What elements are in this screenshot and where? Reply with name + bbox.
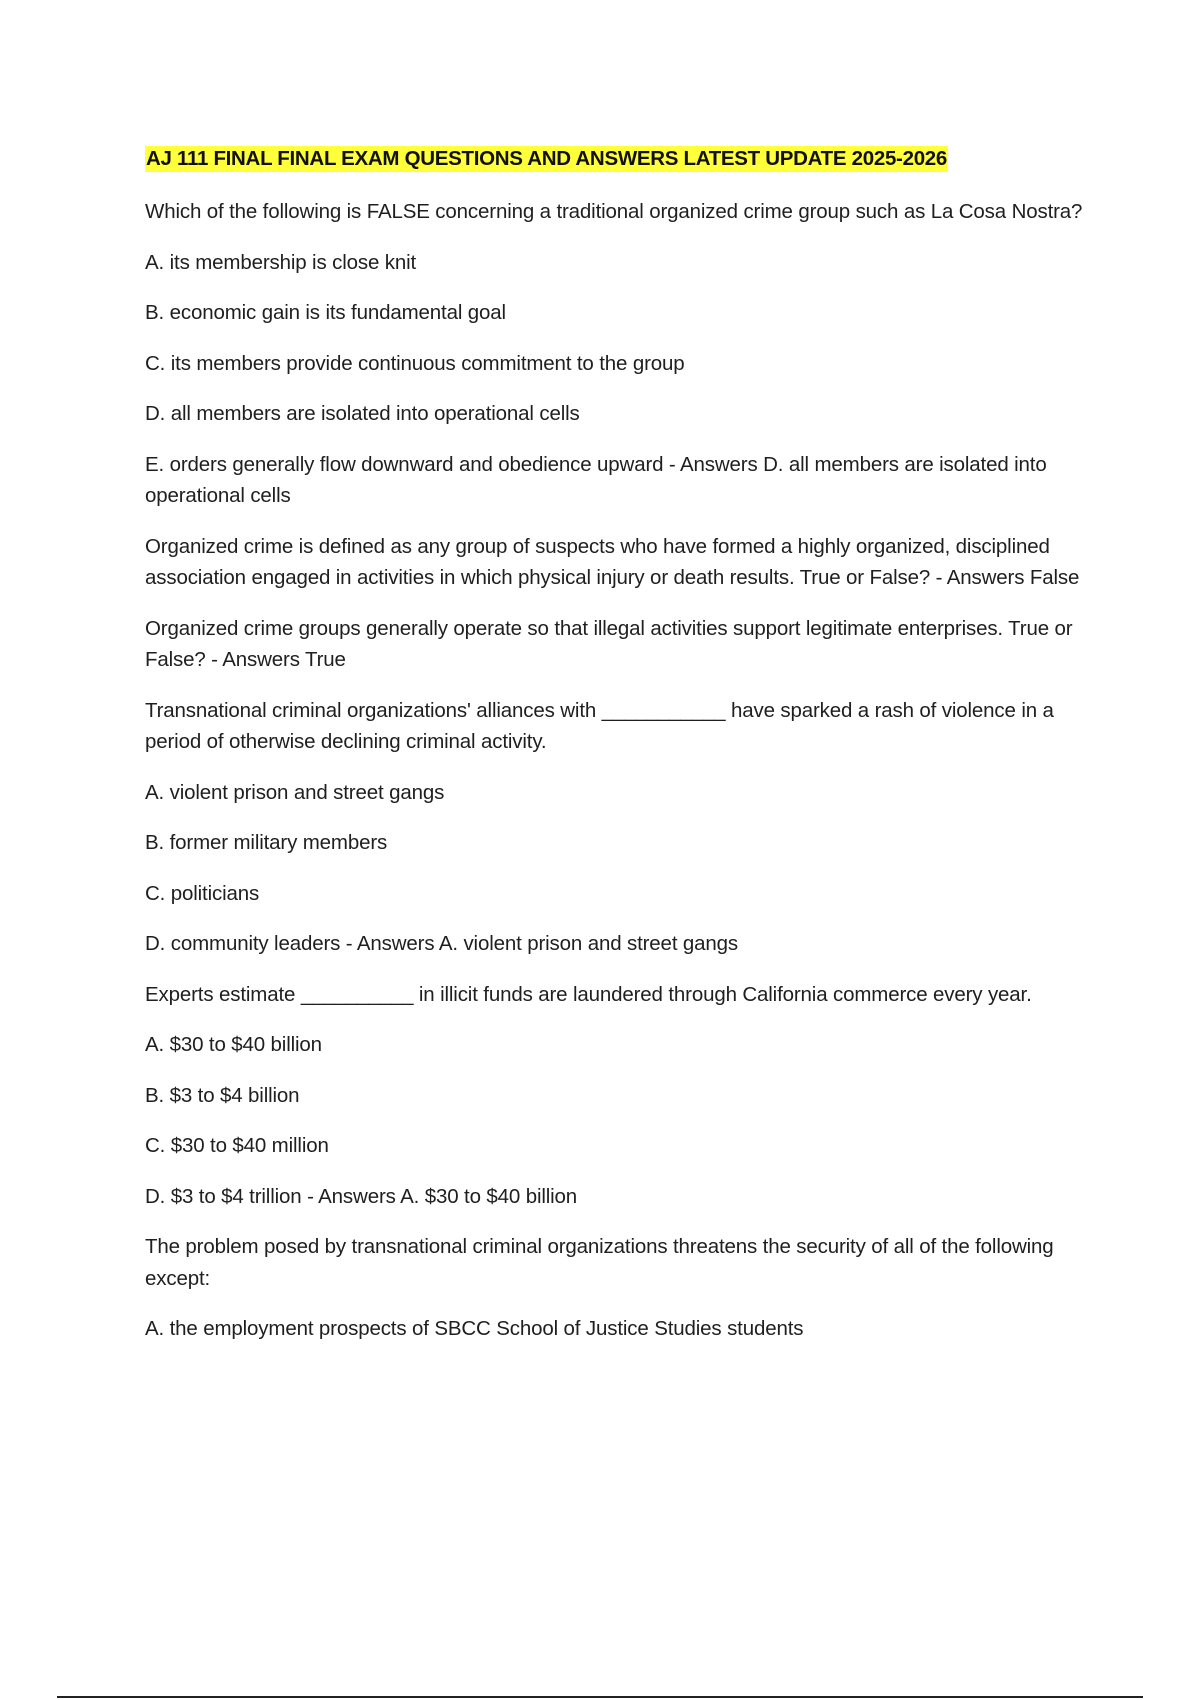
document-title: AJ 111 FINAL FINAL EXAM QUESTIONS AND ANSWERS LATEST UPDATE 2025-2026 xyxy=(146,147,947,170)
paragraph: Organized crime groups generally operate so that illegal activities support legitimate enterprises. True or False? - Answers True xyxy=(145,616,1073,671)
answer-option: B. economic gain is its fundamental goal xyxy=(145,301,506,324)
answer-option: B. $3 to $4 billion xyxy=(145,1083,300,1107)
paragraph: Transnational criminal organizations' alliances with ___________ have sparked a rash of violence in a period of otherwise declining criminal activity. xyxy=(145,698,1054,753)
paragraph: Organized crime is defined as any group of suspects who have formed a highly organized, disciplined association engaged in activities in which physical injury or death results. True or False? - Answers False xyxy=(145,534,1080,589)
answer-option: A. the employment prospects of SBCC School of Justice Studies students xyxy=(145,1317,804,1340)
answer-option: B. former military members xyxy=(145,831,388,854)
answer-option: C. politicians xyxy=(145,881,260,905)
answer-option: C. $30 to $40 million xyxy=(145,1134,329,1157)
paragraph: The problem posed by transnational criminal organizations threatens the security of all of the following except: xyxy=(145,1235,1054,1290)
document-body xyxy=(145,196,1095,1345)
paragraph: Experts estimate __________ in illicit funds are laundered through California commerce every year. xyxy=(145,982,1032,1006)
answer-option: D. community leaders - Answers A. violent prison and street gangs xyxy=(145,932,739,955)
answer-option: D. all members are isolated into operational cells xyxy=(145,402,580,425)
answer-option: A. its membership is close knit xyxy=(145,250,417,274)
answer-option: D. $3 to $4 trillion - Answers A. $30 to $40 billion xyxy=(145,1184,578,1208)
footer-divider xyxy=(57,1696,1143,1698)
document-page xyxy=(145,146,1095,1364)
answer-option: A. $30 to $40 billion xyxy=(145,1033,322,1056)
answer-option: C. its members provide continuous commitment to the group xyxy=(145,351,685,375)
answer-option: A. violent prison and street gangs xyxy=(145,780,445,804)
paragraph: Which of the following is FALSE concerning a traditional organized crime group such as La Cosa Nostra? xyxy=(145,200,1083,223)
answer-option: E. orders generally flow downward and obedience upward - Answers D. all members are isolated into operational cells xyxy=(145,452,1047,507)
